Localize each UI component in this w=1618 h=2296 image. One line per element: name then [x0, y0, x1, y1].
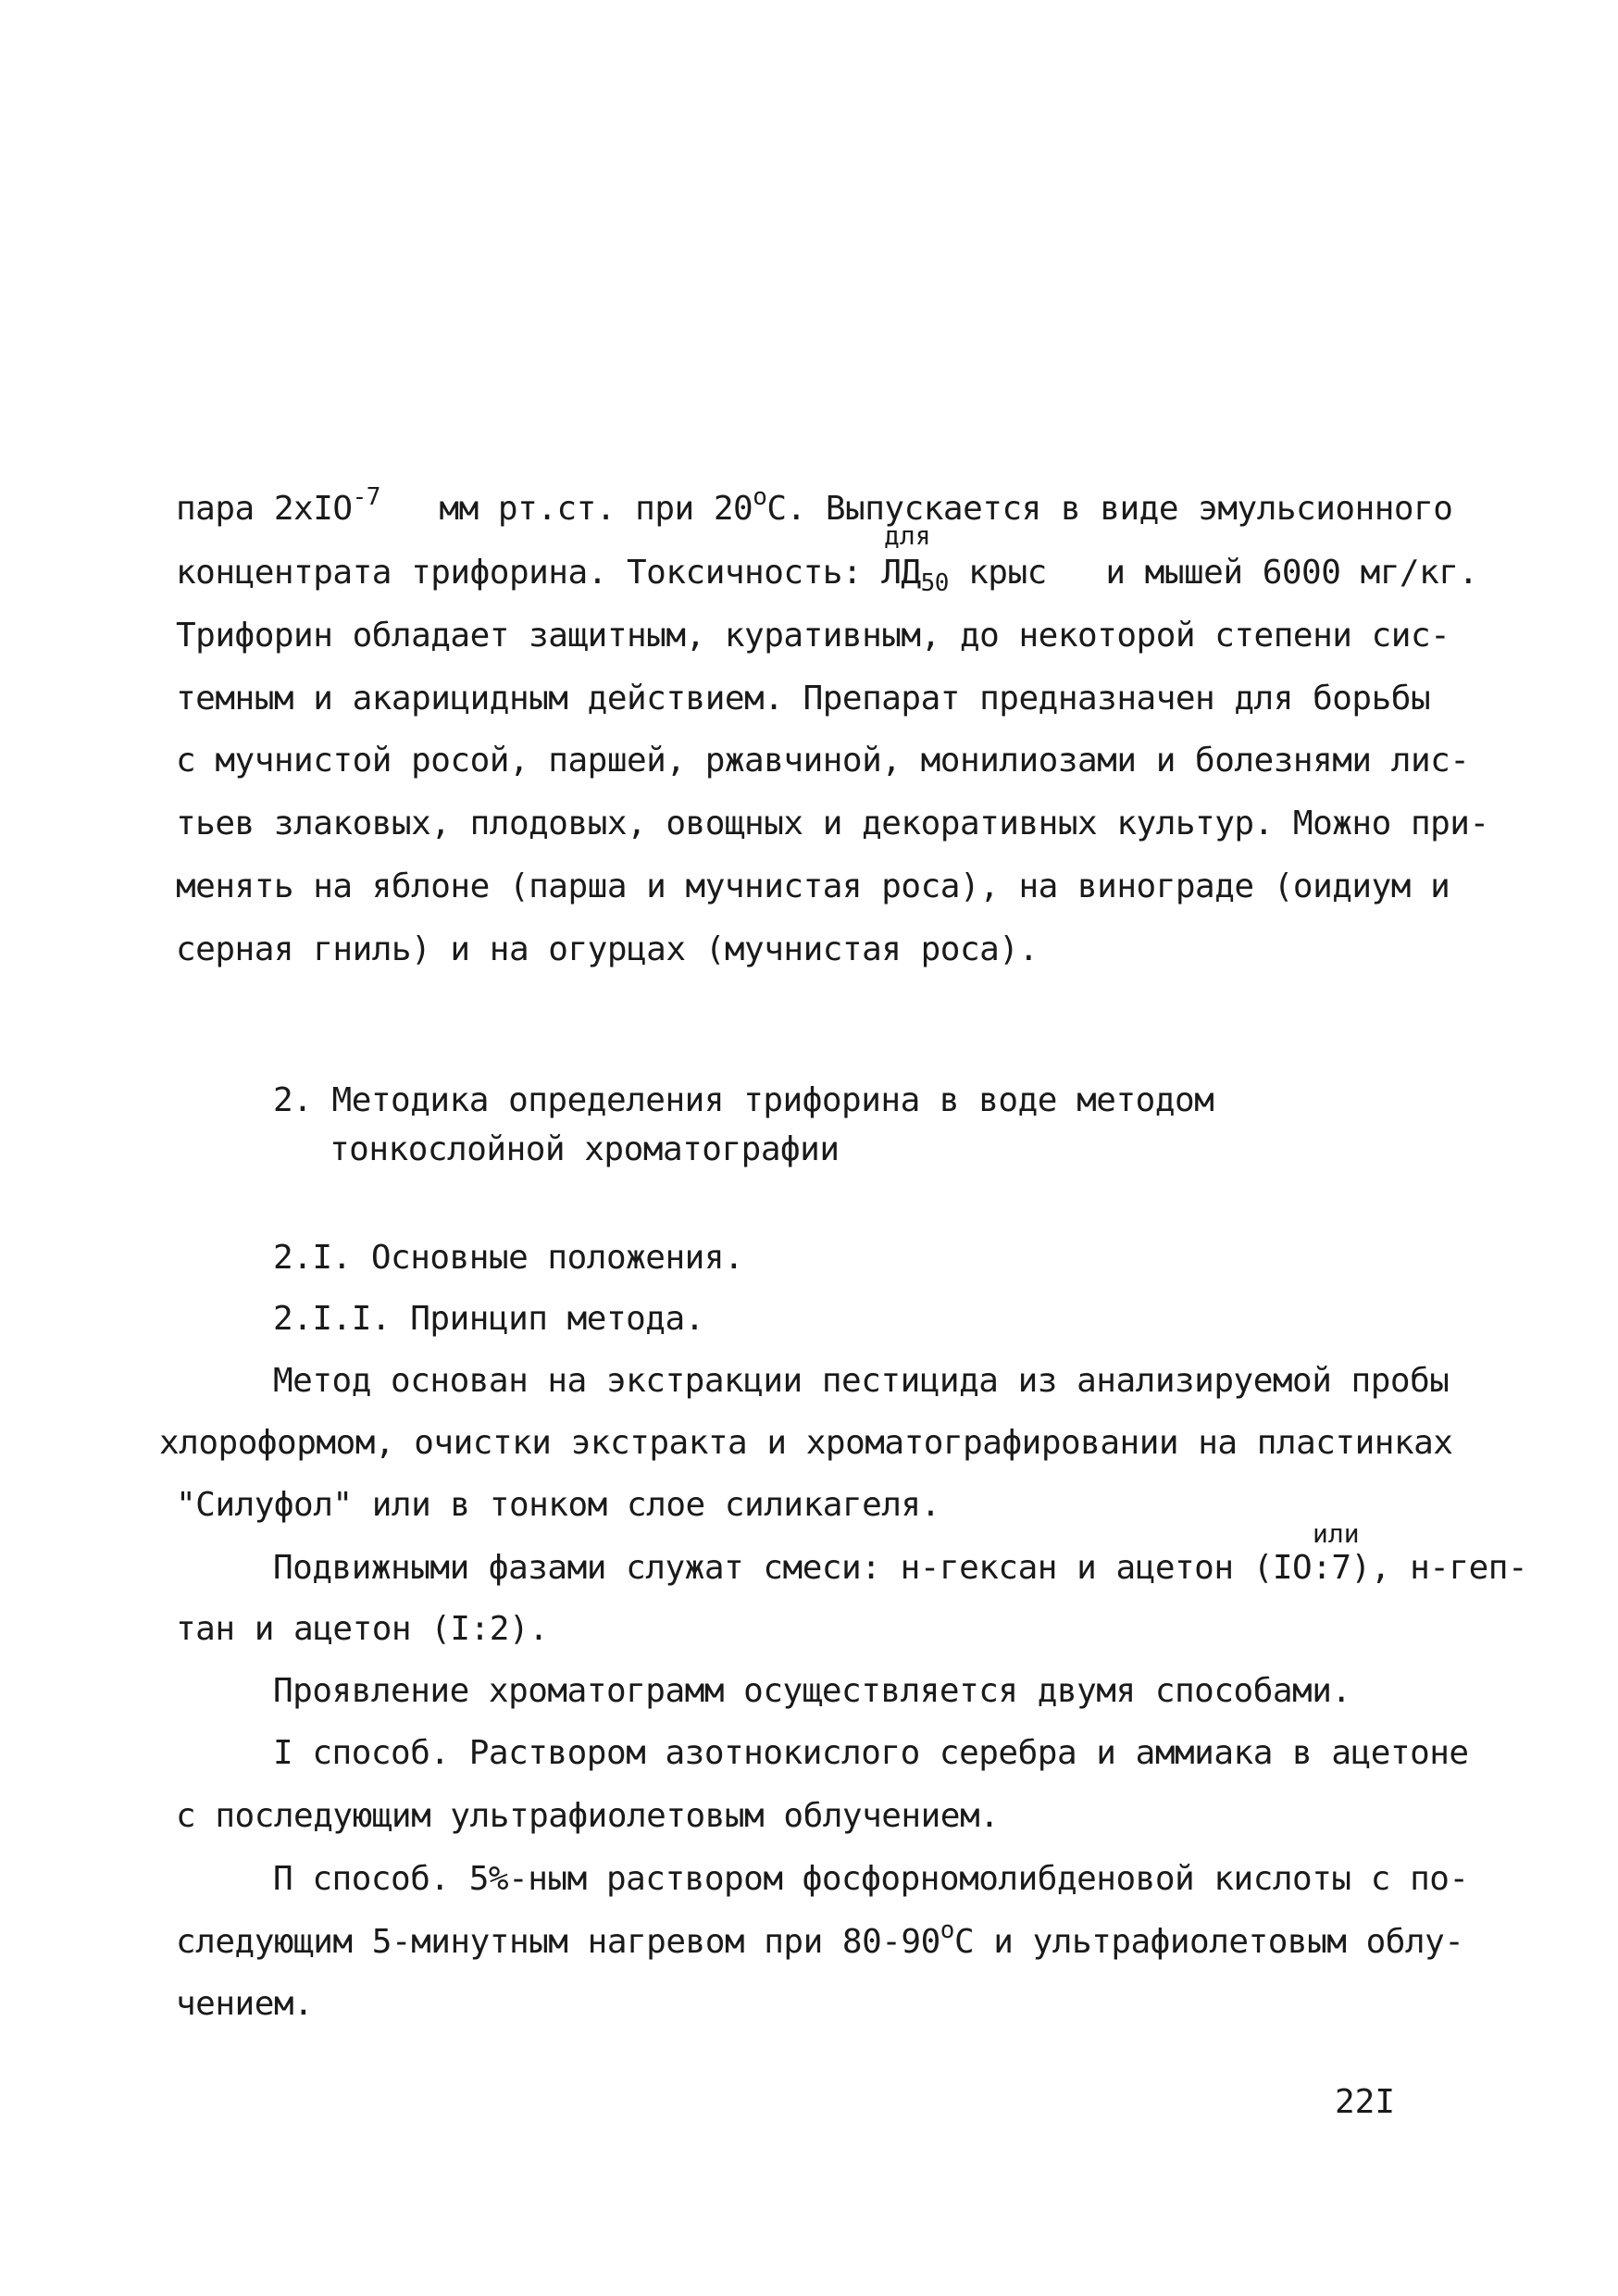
text-line: чением. [176, 1985, 314, 2023]
text-line: Проявление хроматограмм осуществляется двумя способами. [273, 1672, 1351, 1710]
text-line: тан и ацетон (I:2). [176, 1610, 549, 1648]
subsection-heading: 2.I.I. Принцип метода. [273, 1300, 704, 1338]
text-line: менять на яблоне (парша и мучнистая роса), на винограде (оидиум и [176, 867, 1450, 905]
text-line: П способ. 5%-ным раствором фосфорномолибденовой кислоты с по- [273, 1860, 1469, 1898]
text-line: Метод основан на экстракции пестицида из анализируемой пробы [273, 1362, 1450, 1400]
text-line: Подвижными фазами служат смеси: н-гексан и ацетон (IO:7), н-геп- [273, 1549, 1528, 1587]
text-line: концентрата трифорина. Токсичность: $ЛД_{50}$ крыс и мышей 6000 мг/кг. [176, 554, 1478, 597]
subsection-heading: 2.I. Основные положения. [273, 1239, 744, 1277]
page-number: 22I [1335, 2083, 1396, 2121]
section-heading: тонкослойной хроматографии [330, 1130, 840, 1168]
text-line: I способ. Раствором азотнокислого серебра и аммиака в ацетоне [273, 1734, 1469, 1772]
text-line: хлороформом, очистки экстракта и хроматографировании на пластинках [159, 1424, 1453, 1462]
text-line: Трифорин обладает защитным, куративным, до некоторой степени сис- [176, 617, 1450, 655]
section-heading: 2. Методика определения трифорина в воде методом [273, 1081, 1214, 1119]
text-line: темным и акарицидным действием. Препарат предназначен для борьбы [176, 680, 1431, 718]
interlinear-insertion: или [1313, 1518, 1360, 1549]
text-line: с последующим ультрафиолетовым облучением. [176, 1797, 1000, 1835]
interlinear-insertion: для [884, 520, 931, 551]
text-line: тьев злаковых, плодовых, овощных и декоративных культур. Можно при- [176, 805, 1489, 842]
text-line: с мучнистой росой, паршей, ржавчиной, монилиозами и болезнями лис- [176, 742, 1470, 780]
text-line: серная гниль) и на огурцах (мучнистая роса). [176, 930, 1039, 968]
text-line: пара 2xIO$^{-7}$ мм рт.ст. при 20$^o$С. Выпускается в виде эмульсионного [176, 483, 1453, 528]
text-line: следующим 5-минутным нагревом при 80-90$^o$С и ультрафиолетовым облу- [176, 1916, 1464, 1961]
text-line: "Силуфол" или в тонком слое силикагеля. [176, 1486, 940, 1524]
